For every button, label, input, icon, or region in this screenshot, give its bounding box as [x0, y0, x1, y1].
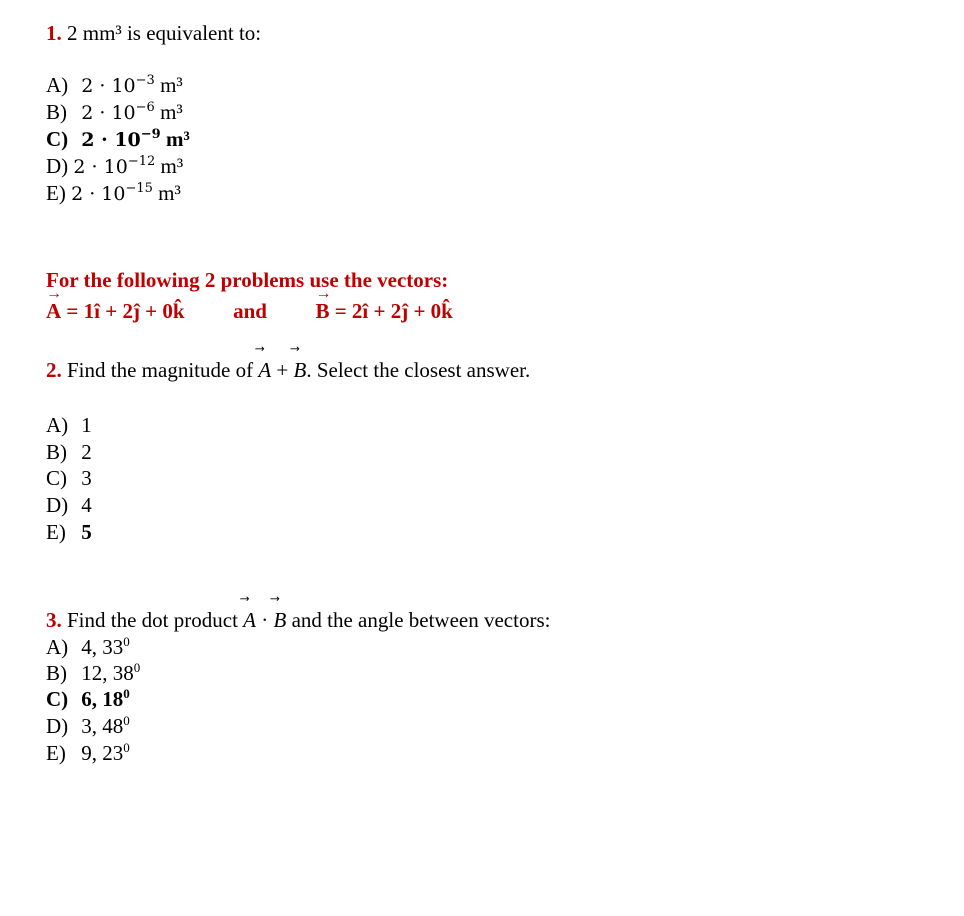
q1-option-e[interactable]	[46, 180, 181, 207]
q2-stem	[46, 357, 530, 383]
degree-mark: 0	[123, 740, 130, 755]
vectors-definition	[46, 298, 453, 324]
vectors-heading: For the following 2 problems use the vectors:	[46, 268, 449, 292]
degree-mark: 0	[133, 660, 141, 675]
option-letter: D)	[46, 493, 69, 517]
option-value: 5	[81, 520, 92, 544]
option-value: 1	[81, 413, 92, 437]
q1-stem	[46, 20, 261, 46]
option-letter: E)	[46, 741, 66, 765]
option-unit: m³	[160, 154, 184, 178]
q3-vector-a: ⃗ A	[243, 607, 256, 633]
q3-stem-after: and the angle between vectors:	[286, 608, 551, 632]
q2-vector-b: ⃗ B	[293, 357, 306, 383]
option-exponent: −9	[140, 127, 161, 142]
option-letter: D)	[46, 714, 69, 738]
option-letter: D)	[46, 154, 69, 178]
option-letter: C)	[46, 687, 69, 711]
option-unit: m³	[160, 73, 183, 97]
option-letter: A)	[46, 413, 69, 437]
vector-b-label: → B	[315, 298, 329, 324]
q3-stem-before: Find the dot product	[67, 608, 244, 632]
q2-option-b[interactable]	[46, 439, 92, 465]
q3-option-e[interactable]	[46, 740, 130, 766]
option-unit: m³	[160, 100, 183, 124]
q3-dot: ·	[255, 608, 274, 632]
q1-option-a[interactable]	[46, 72, 183, 99]
vectors-and: and	[233, 299, 267, 323]
vector-b-expression: = 2î + 2ĵ + 0k̂	[329, 299, 453, 323]
q2-plus: +	[271, 358, 294, 382]
q1-option-b[interactable]	[46, 99, 183, 126]
option-mantissa: 2 · 10	[81, 75, 136, 97]
q2-option-c[interactable]	[46, 465, 92, 491]
q1-option-c[interactable]	[46, 126, 190, 153]
q3-option-b[interactable]	[46, 660, 140, 686]
q2-option-d[interactable]	[46, 492, 92, 518]
q3-option-a[interactable]	[46, 634, 130, 660]
q2-vector-a: ⃗ A	[258, 357, 271, 383]
option-value: 3	[81, 466, 92, 490]
option-exponent: −15	[125, 181, 153, 196]
option-letter: A)	[46, 635, 69, 659]
option-letter: B)	[46, 100, 67, 124]
q2-option-e[interactable]	[46, 519, 92, 545]
q1-option-d[interactable]	[46, 153, 183, 180]
degree-mark: 0	[123, 634, 130, 649]
option-value: 4	[81, 493, 92, 517]
option-exponent: −3	[135, 73, 155, 88]
q2-number: 2.	[46, 358, 62, 382]
option-mantissa: 2 · 10	[81, 102, 136, 124]
option-value: 4, 33	[81, 635, 124, 659]
vector-a-expression: = 1î + 2ĵ + 0k̂	[61, 299, 185, 323]
option-value: 12, 38	[81, 661, 134, 685]
option-letter: B)	[46, 661, 67, 685]
option-letter: E)	[46, 181, 66, 205]
option-value: 2	[81, 440, 92, 464]
option-exponent: −12	[127, 154, 156, 169]
option-value: 9, 23	[81, 741, 124, 765]
q3-stem	[46, 607, 550, 633]
vector-a-label: → A	[46, 298, 61, 324]
option-value: 6, 18	[81, 687, 124, 711]
option-mantissa: 2 · 10	[81, 129, 141, 151]
degree-mark: 0	[123, 686, 130, 701]
option-letter: A)	[46, 73, 69, 97]
option-unit: m³	[165, 127, 190, 151]
q2-option-a[interactable]	[46, 412, 92, 438]
option-letter: B)	[46, 440, 67, 464]
q1-stem-text: 2 mm³ is equivalent to:	[67, 21, 262, 45]
option-mantissa: 2 · 10	[71, 183, 126, 205]
q1-number: 1.	[46, 21, 62, 45]
option-letter: C)	[46, 466, 67, 490]
degree-mark: 0	[123, 713, 130, 728]
q2-stem-after: . Select the closest answer.	[306, 358, 531, 382]
option-letter: E)	[46, 520, 66, 544]
option-exponent: −6	[135, 100, 155, 115]
q3-option-c[interactable]	[46, 686, 130, 712]
q2-stem-before: Find the magnitude of	[67, 358, 259, 382]
option-mantissa: 2 · 10	[73, 156, 128, 178]
q3-option-d[interactable]	[46, 713, 130, 739]
option-value: 3, 48	[81, 714, 124, 738]
q3-number: 3.	[46, 608, 62, 632]
option-unit: m³	[158, 181, 181, 205]
q3-vector-b: ⃗ B	[273, 607, 286, 633]
option-letter: C)	[46, 127, 69, 151]
